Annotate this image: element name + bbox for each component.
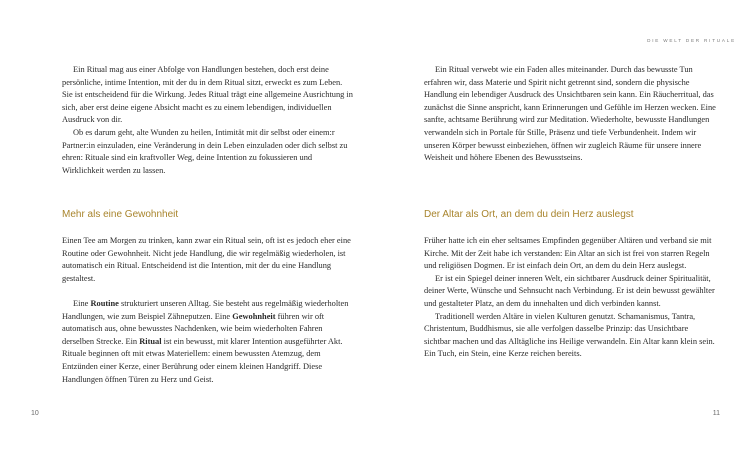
term-routine: Routine — [90, 298, 119, 308]
running-header: DIE WELT DER RITUALE — [647, 38, 736, 43]
paragraph: Er ist ein Spiegel deiner inneren Welt, ein sichtbarer Ausdruck deiner Spiritualität, deiner Werte, Wünsche und Sehnsucht nach Verbindung. Er ist dein bewusst gewählter und gestalteter Platz, an dem du innehalten und dich verbinden kannst. — [424, 273, 715, 308]
paragraph: Rituale beginnen oft mit etwas Materiellem: einem bewussten Atemzug, dem Entzünden einer Kerze, einer Berührung oder einem kleinen Handgriff. Diese Handlungen öffnen Türen zu Herz und Geist. — [62, 349, 323, 384]
intro-text-left — [62, 64, 354, 177]
section-heading: Der Altar als Ort, an dem du dein Herz auslegst — [424, 209, 634, 220]
intro-text-right — [424, 64, 716, 165]
paragraph: Eine Routine strukturiert unseren Alltag. Sie besteht aus regelmäßig wiederholten Handlungen, wie zum Beispiel Zähneputzen. Eine Gewohnheit führen wir oft automatisch aus, ohne bewusstes Nachdenken, wie beim wiederholten Fahren derselben Strecke. Ein Ritual ist ein bewusst, mit klarer Intention ausgeführter Akt. — [62, 298, 349, 346]
section-body-left — [62, 235, 354, 386]
paragraph: Ob es darum geht, alte Wunden zu heilen, Intimität mit dir selbst oder einem:r Partner:in einzuladen, eine Veränderung in dein Leben einzuladen oder dich selbst zu ehren: Rituale sind ein kraftvoller Weg, deine Intention zu fokussieren und Wirklichkeit werden zu lassen. — [62, 127, 348, 175]
right-page — [375, 0, 750, 455]
term-ritual: Ritual — [139, 336, 162, 346]
paragraph: Einen Tee am Morgen zu trinken, kann zwar ein Ritual sein, oft ist es jedoch eher eine Routine oder Gewohnheit. Nicht jede Handlung, die wir regelmäßig wiederholen, ist automatisch ein Ritual. Entscheidend ist die Intention, mit der du eine Handlung gestaltest. — [62, 236, 351, 283]
page-number: 10 — [31, 410, 39, 417]
page-number: 11 — [712, 410, 720, 417]
section-body-right — [424, 235, 716, 361]
section-heading: Mehr als eine Gewohnheit — [62, 209, 179, 220]
paragraph: Früher hatte ich ein eher seltsames Empfinden gegenüber Altären und verband sie mit Kirche. Mit der Zeit habe ich verstanden: Ein Altar an sich ist frei von starren Regeln und religiösen Dogmen. Er ist einfach dein Ort, an dem du dein Herz auslegst. — [424, 236, 712, 271]
paragraph: Ein Ritual verwebt wie ein Faden alles miteinander. Durch das bewusste Tun erfahren wir, dass Materie und Spirit nicht getrennt sind, sondern die physische Handlung ein lebendiger Ausdruck des Unsichtbaren sein kann. Ein Räucherritual, das zunächst die Sinne anspricht, kann Erinnerungen und Gefühle im Herzen wecken. Eine sanfte, achtsame Berührung wird zur Meditation. Wiederholte, bewusste Handlungen verwandeln sich in Portale für Stille, Präsenz und tiefe Verbundenheit. Indem wir unseren Körper bewusst einbeziehen, öffnen wir zugleich Räume für unsere innere Weisheit und höhere Ebenen des Bewusstseins. — [424, 65, 716, 163]
paragraph: Ein Ritual mag aus einer Abfolge von Handlungen bestehen, doch erst deine persönliche, intime Intention, mit der du in dem Ritual sitzt, erweckt es zum Leben. Sie ist entscheidend für die Wirkung. Jedes Ritual trägt eine allgemeine Ausrichtung in sich, aber erst deine eigene Absicht macht es zu einem lebendigen, individuellen Ausdruck von dir. — [62, 65, 353, 125]
term-gewohnheit: Gewohnheit — [232, 311, 276, 321]
paragraph: Traditionell werden Altäre in vielen Kulturen genutzt. Schamanismus, Tantra, Christentum, Buddhismus, sie alle verfolgen dasselbe Prinzip: das Unsichtbare sichtbar machen und das Alltägliche ins Heilige verwandeln. Ein Altar kann klein sein. Ein Tuch, ein Stein, eine Kerze reichen bereits. — [424, 311, 715, 359]
